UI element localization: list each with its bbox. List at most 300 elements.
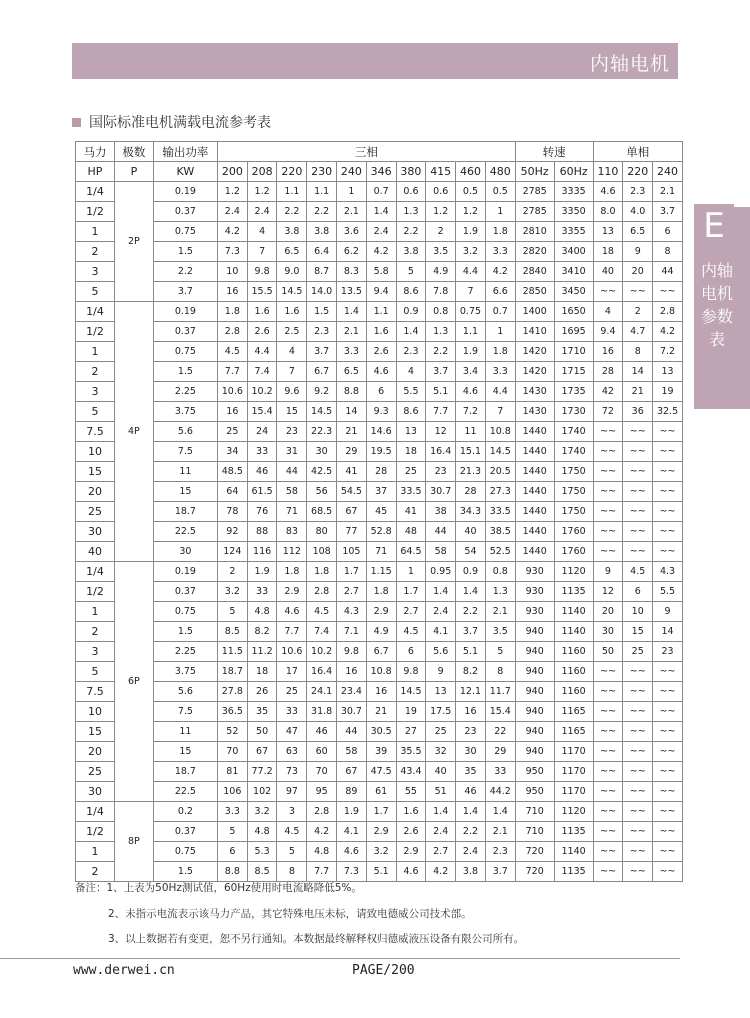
single-phase-cell: ~~ <box>623 862 653 882</box>
current-cell: 2.2 <box>426 342 456 362</box>
current-cell: 4.6 <box>456 382 486 402</box>
current-cell: 24.1 <box>307 682 337 702</box>
speed-cell: 940 <box>515 662 554 682</box>
current-cell: 5.1 <box>426 382 456 402</box>
current-cell: 10.6 <box>217 382 247 402</box>
speed-cell: 3410 <box>554 262 593 282</box>
table-row <box>76 222 683 242</box>
current-cell: 25 <box>396 462 426 482</box>
section-heading <box>72 112 271 132</box>
single-phase-cell: 28 <box>593 362 623 382</box>
current-cell: 1.15 <box>366 562 396 582</box>
current-cell: 12 <box>426 422 456 442</box>
table-row <box>76 782 683 802</box>
single-phase-cell: ~~ <box>593 842 623 862</box>
single-phase-cell: 6 <box>653 222 683 242</box>
single-phase-cell: 8.0 <box>593 202 623 222</box>
pole-cell: 8P <box>114 802 153 882</box>
current-cell: 16.4 <box>426 442 456 462</box>
current-cell: 4.2 <box>485 262 515 282</box>
hp-cell: 1/4 <box>76 562 115 582</box>
speed-cell: 1135 <box>554 822 593 842</box>
table-row <box>76 342 683 362</box>
current-cell: 68.5 <box>307 502 337 522</box>
single-phase-cell: ~~ <box>593 722 623 742</box>
current-cell: 5.5 <box>396 382 426 402</box>
current-cell: 1.8 <box>485 342 515 362</box>
header-title: 内轴电机 <box>589 53 670 75</box>
current-cell: 2.2 <box>456 822 486 842</box>
kw-cell: 0.75 <box>153 222 217 242</box>
current-cell: 9.0 <box>277 262 307 282</box>
kw-cell: 7.5 <box>153 702 217 722</box>
current-cell: 2.4 <box>217 202 247 222</box>
current-cell: 40 <box>426 762 456 782</box>
note-3: 3、以上数据若有变更，恕不另行通知。本数据最终解释权归德威液压设备有限公司所有。 <box>108 933 525 945</box>
current-cell: 42.5 <box>307 462 337 482</box>
current-cell: 18.7 <box>217 662 247 682</box>
single-phase-cell: 18 <box>593 242 623 262</box>
current-cell: 11 <box>456 422 486 442</box>
current-cell: 13 <box>426 682 456 702</box>
current-cell: 23 <box>426 462 456 482</box>
current-cell: 124 <box>217 542 247 562</box>
current-cell: 4.8 <box>247 602 277 622</box>
current-cell: 14.0 <box>307 282 337 302</box>
single-phase-cell: 12 <box>593 582 623 602</box>
kw-cell: 11 <box>153 462 217 482</box>
single-phase-cell: ~~ <box>593 522 623 542</box>
kw-cell: 0.75 <box>153 842 217 862</box>
current-cell: 10.2 <box>307 642 337 662</box>
hp-cell: 3 <box>76 382 115 402</box>
current-cell: 2 <box>426 222 456 242</box>
current-cell: 4.1 <box>337 822 367 842</box>
current-cell: 7.7 <box>426 402 456 422</box>
single-phase-cell: ~~ <box>653 702 683 722</box>
current-cell: 106 <box>217 782 247 802</box>
header-voltage: 346 <box>366 162 396 182</box>
single-phase-cell: ~~ <box>653 662 683 682</box>
current-cell: 29 <box>485 742 515 762</box>
current-cell: 1.9 <box>456 342 486 362</box>
current-cell: 48 <box>396 522 426 542</box>
current-cell: 2.4 <box>426 822 456 842</box>
current-cell: 6.4 <box>307 242 337 262</box>
header-voltage: 200 <box>217 162 247 182</box>
current-cell: 27.8 <box>217 682 247 702</box>
current-cell: 15.5 <box>247 282 277 302</box>
current-cell: 10.8 <box>485 422 515 442</box>
current-cell: 8.3 <box>337 262 367 282</box>
kw-cell: 30 <box>153 542 217 562</box>
current-cell: 14.5 <box>277 282 307 302</box>
hp-cell: 3 <box>76 262 115 282</box>
single-phase-cell: 4.5 <box>623 562 653 582</box>
current-cell: 29 <box>337 442 367 462</box>
table-row <box>76 662 683 682</box>
current-cell: 5.8 <box>366 262 396 282</box>
current-cell: 2.9 <box>277 582 307 602</box>
current-cell: 3.3 <box>485 242 515 262</box>
single-phase-cell: 50 <box>593 642 623 662</box>
current-cell: 2.4 <box>456 842 486 862</box>
single-phase-cell: 19 <box>653 382 683 402</box>
current-cell: 7.7 <box>217 362 247 382</box>
header-hp: HP <box>76 162 115 182</box>
hp-cell: 1/4 <box>76 302 115 322</box>
single-phase-cell: ~~ <box>653 682 683 702</box>
current-cell: 7 <box>485 402 515 422</box>
single-phase-cell: ~~ <box>623 842 653 862</box>
current-cell: 44 <box>277 462 307 482</box>
hp-cell: 30 <box>76 782 115 802</box>
current-cell: 2.8 <box>307 582 337 602</box>
current-cell: 34.3 <box>456 502 486 522</box>
single-phase-cell: 40 <box>593 262 623 282</box>
current-cell: 39 <box>366 742 396 762</box>
kw-cell: 0.37 <box>153 582 217 602</box>
single-phase-cell: 9 <box>653 602 683 622</box>
table-row <box>76 202 683 222</box>
current-cell: 95 <box>307 782 337 802</box>
current-cell: 88 <box>247 522 277 542</box>
header-frequency: 60Hz <box>554 162 593 182</box>
table-row <box>76 482 683 502</box>
header-voltage: 240 <box>337 162 367 182</box>
single-phase-cell: 9 <box>623 242 653 262</box>
table-header-row <box>76 142 683 162</box>
current-cell: 44 <box>337 722 367 742</box>
current-cell: 19 <box>396 702 426 722</box>
current-cell: 7.2 <box>456 402 486 422</box>
current-cell: 2.3 <box>396 342 426 362</box>
speed-cell: 1170 <box>554 782 593 802</box>
current-cell: 71 <box>277 502 307 522</box>
current-cell: 112 <box>277 542 307 562</box>
speed-cell: 2785 <box>515 182 554 202</box>
kw-cell: 0.37 <box>153 322 217 342</box>
current-cell: 1.4 <box>396 322 426 342</box>
current-cell: 4.3 <box>337 602 367 622</box>
single-phase-cell: ~~ <box>593 462 623 482</box>
table-row <box>76 382 683 402</box>
table-row <box>76 242 683 262</box>
table-row <box>76 462 683 482</box>
speed-cell: 1440 <box>515 522 554 542</box>
current-cell: 41 <box>396 502 426 522</box>
current-cell: 15.4 <box>247 402 277 422</box>
note-2: 2、未指示电流表示该马力产品，其它特殊电压未标，请致电德威公司技术部。 <box>108 908 472 920</box>
single-phase-cell: 5.5 <box>653 582 683 602</box>
hp-cell: 1 <box>76 222 115 242</box>
current-cell: 78 <box>217 502 247 522</box>
current-cell: 0.7 <box>366 182 396 202</box>
single-phase-cell: ~~ <box>653 762 683 782</box>
hp-cell: 15 <box>76 722 115 742</box>
current-cell: 25 <box>217 422 247 442</box>
current-cell: 14.5 <box>485 442 515 462</box>
kw-cell: 22.5 <box>153 782 217 802</box>
current-cell: 1 <box>485 202 515 222</box>
current-cell: 2.2 <box>307 202 337 222</box>
speed-cell: 1440 <box>515 502 554 522</box>
kw-cell: 0.19 <box>153 182 217 202</box>
current-cell: 1.9 <box>456 222 486 242</box>
hp-cell: 5 <box>76 402 115 422</box>
speed-cell: 1400 <box>515 302 554 322</box>
speed-cell: 3335 <box>554 182 593 202</box>
current-cell: 7.7 <box>307 862 337 882</box>
speed-cell: 2840 <box>515 262 554 282</box>
current-cell: 8 <box>277 862 307 882</box>
current-cell: 51 <box>426 782 456 802</box>
kw-cell: 1.5 <box>153 242 217 262</box>
hp-cell: 20 <box>76 482 115 502</box>
footer-divider <box>0 958 680 959</box>
current-cell: 108 <box>307 542 337 562</box>
current-cell: 33 <box>247 582 277 602</box>
hp-cell: 5 <box>76 282 115 302</box>
current-cell: 5 <box>217 822 247 842</box>
current-cell: 102 <box>247 782 277 802</box>
current-cell: 14.6 <box>366 422 396 442</box>
speed-cell: 1740 <box>554 422 593 442</box>
current-cell: 3.3 <box>485 362 515 382</box>
current-cell: 1 <box>337 182 367 202</box>
single-phase-cell: 8 <box>653 242 683 262</box>
current-cell: 2.1 <box>485 602 515 622</box>
current-cell: 4.4 <box>247 342 277 362</box>
current-cell: 16 <box>456 702 486 722</box>
current-cell: 3.8 <box>307 222 337 242</box>
speed-cell: 940 <box>515 722 554 742</box>
current-cell: 1.1 <box>307 182 337 202</box>
current-cell: 52.8 <box>366 522 396 542</box>
current-cell: 32 <box>426 742 456 762</box>
speed-cell: 1120 <box>554 802 593 822</box>
current-cell: 10.6 <box>277 642 307 662</box>
speed-cell: 1165 <box>554 722 593 742</box>
current-cell: 2.6 <box>366 342 396 362</box>
current-cell: 80 <box>307 522 337 542</box>
hp-cell: 5 <box>76 662 115 682</box>
table-row <box>76 622 683 642</box>
speed-cell: 710 <box>515 802 554 822</box>
current-cell: 0.8 <box>485 562 515 582</box>
current-cell: 1.4 <box>456 582 486 602</box>
kw-cell: 7.5 <box>153 442 217 462</box>
current-cell: 8.8 <box>217 862 247 882</box>
current-cell: 60 <box>307 742 337 762</box>
header-pole-cn: 极数 <box>114 142 153 162</box>
single-phase-cell: ~~ <box>653 482 683 502</box>
current-cell: 9 <box>426 662 456 682</box>
table-row <box>76 582 683 602</box>
current-cell: 15 <box>277 402 307 422</box>
current-cell: 17.5 <box>426 702 456 722</box>
single-phase-cell: ~~ <box>623 722 653 742</box>
speed-cell: 1750 <box>554 502 593 522</box>
current-cell: 5 <box>396 262 426 282</box>
current-cell: 2.1 <box>485 822 515 842</box>
table-row <box>76 542 683 562</box>
current-cell: 23.4 <box>337 682 367 702</box>
current-cell: 61 <box>366 782 396 802</box>
kw-cell: 3.75 <box>153 662 217 682</box>
current-cell: 4.4 <box>485 382 515 402</box>
current-cell: 1.7 <box>337 562 367 582</box>
current-cell: 30 <box>307 442 337 462</box>
current-cell: 7.4 <box>247 362 277 382</box>
current-cell: 30 <box>456 742 486 762</box>
current-cell: 4.5 <box>277 822 307 842</box>
current-cell: 0.95 <box>426 562 456 582</box>
current-cell: 17 <box>277 662 307 682</box>
single-phase-cell: 4.6 <box>593 182 623 202</box>
current-cell: 2.7 <box>396 602 426 622</box>
current-cell: 22.3 <box>307 422 337 442</box>
header-pole: P <box>114 162 153 182</box>
current-cell: 31 <box>277 442 307 462</box>
single-phase-cell: 9.4 <box>593 322 623 342</box>
current-cell: 3.7 <box>307 342 337 362</box>
kw-cell: 2.25 <box>153 382 217 402</box>
current-cell: 8.5 <box>247 862 277 882</box>
speed-cell: 1170 <box>554 742 593 762</box>
speed-cell: 1140 <box>554 602 593 622</box>
current-cell: 14.5 <box>396 682 426 702</box>
hp-cell: 1/2 <box>76 822 115 842</box>
speed-cell: 1715 <box>554 362 593 382</box>
current-cell: 58 <box>337 742 367 762</box>
header-hp-cn: 马力 <box>76 142 115 162</box>
current-cell: 3.3 <box>337 342 367 362</box>
current-cell: 21 <box>337 422 367 442</box>
current-cell: 13.5 <box>337 282 367 302</box>
kw-cell: 3.75 <box>153 402 217 422</box>
single-phase-cell: ~~ <box>653 722 683 742</box>
single-phase-cell: ~~ <box>653 462 683 482</box>
current-cell: 4.1 <box>426 622 456 642</box>
table-row <box>76 742 683 762</box>
current-cell: 2.9 <box>366 822 396 842</box>
current-cell: 13 <box>396 422 426 442</box>
hp-cell: 10 <box>76 702 115 722</box>
single-phase-cell: 7.2 <box>653 342 683 362</box>
current-cell: 2.4 <box>426 602 456 622</box>
hp-cell: 2 <box>76 242 115 262</box>
single-phase-cell: 4.3 <box>653 562 683 582</box>
current-cell: 2 <box>217 562 247 582</box>
current-cell: 34 <box>217 442 247 462</box>
single-phase-cell: 4.7 <box>623 322 653 342</box>
hp-cell: 1/2 <box>76 582 115 602</box>
current-cell: 2.6 <box>396 822 426 842</box>
kw-cell: 2.25 <box>153 642 217 662</box>
current-cell: 7 <box>247 242 277 262</box>
kw-cell: 0.37 <box>153 822 217 842</box>
current-cell: 64 <box>217 482 247 502</box>
current-cell: 77 <box>337 522 367 542</box>
current-cell: 28 <box>456 482 486 502</box>
current-cell: 52 <box>217 722 247 742</box>
current-cell: 54 <box>456 542 486 562</box>
hp-cell: 2 <box>76 362 115 382</box>
current-cell: 4.8 <box>247 822 277 842</box>
current-cell: 33 <box>277 702 307 722</box>
speed-cell: 1740 <box>554 442 593 462</box>
current-cell: 1.8 <box>277 562 307 582</box>
speed-cell: 1440 <box>515 462 554 482</box>
current-cell: 6.5 <box>277 242 307 262</box>
current-cell: 1.4 <box>426 802 456 822</box>
kw-cell: 2.2 <box>153 262 217 282</box>
current-cell: 67 <box>247 742 277 762</box>
speed-cell: 1160 <box>554 642 593 662</box>
single-phase-cell: 21 <box>623 382 653 402</box>
speed-cell: 1695 <box>554 322 593 342</box>
speed-cell: 1440 <box>515 422 554 442</box>
current-cell: 2.8 <box>217 322 247 342</box>
current-cell: 21 <box>366 702 396 722</box>
current-cell: 30.5 <box>366 722 396 742</box>
speed-cell: 1650 <box>554 302 593 322</box>
current-cell: 2.3 <box>485 842 515 862</box>
hp-cell: 15 <box>76 462 115 482</box>
current-cell: 46 <box>456 782 486 802</box>
speed-cell: 1165 <box>554 702 593 722</box>
hp-cell: 1/2 <box>76 322 115 342</box>
single-phase-cell: 13 <box>593 222 623 242</box>
speed-cell: 930 <box>515 602 554 622</box>
current-cell: 8.2 <box>247 622 277 642</box>
current-cell: 4.6 <box>337 842 367 862</box>
current-cell: 1.7 <box>396 582 426 602</box>
current-cell: 0.5 <box>485 182 515 202</box>
current-cell: 5.1 <box>366 862 396 882</box>
current-cell: 24 <box>247 422 277 442</box>
current-cell: 0.75 <box>456 302 486 322</box>
current-cell: 1.3 <box>485 582 515 602</box>
table-row <box>76 822 683 842</box>
header-voltage-single: 220 <box>623 162 653 182</box>
speed-cell: 940 <box>515 622 554 642</box>
current-cell: 105 <box>337 542 367 562</box>
current-cell: 40 <box>456 522 486 542</box>
single-phase-cell: ~~ <box>653 862 683 882</box>
current-cell: 3.2 <box>366 842 396 862</box>
single-phase-cell: 3.7 <box>653 202 683 222</box>
current-cell: 76 <box>247 502 277 522</box>
single-phase-cell: ~~ <box>593 782 623 802</box>
current-cell: 15.4 <box>485 702 515 722</box>
current-cell: 20.5 <box>485 462 515 482</box>
current-cell: 1.6 <box>366 322 396 342</box>
current-cell: 0.8 <box>426 302 456 322</box>
speed-cell: 2785 <box>515 202 554 222</box>
current-cell: 1.4 <box>366 202 396 222</box>
single-phase-cell: 2.8 <box>653 302 683 322</box>
section-title: 国际标准电机满载电流参考表 <box>89 115 271 131</box>
speed-cell: 950 <box>515 782 554 802</box>
single-phase-cell: ~~ <box>653 822 683 842</box>
current-cell: 2.6 <box>247 322 277 342</box>
single-phase-cell: ~~ <box>593 662 623 682</box>
current-cell: 8.5 <box>217 622 247 642</box>
header-voltage: 480 <box>485 162 515 182</box>
current-cell: 11.7 <box>485 682 515 702</box>
